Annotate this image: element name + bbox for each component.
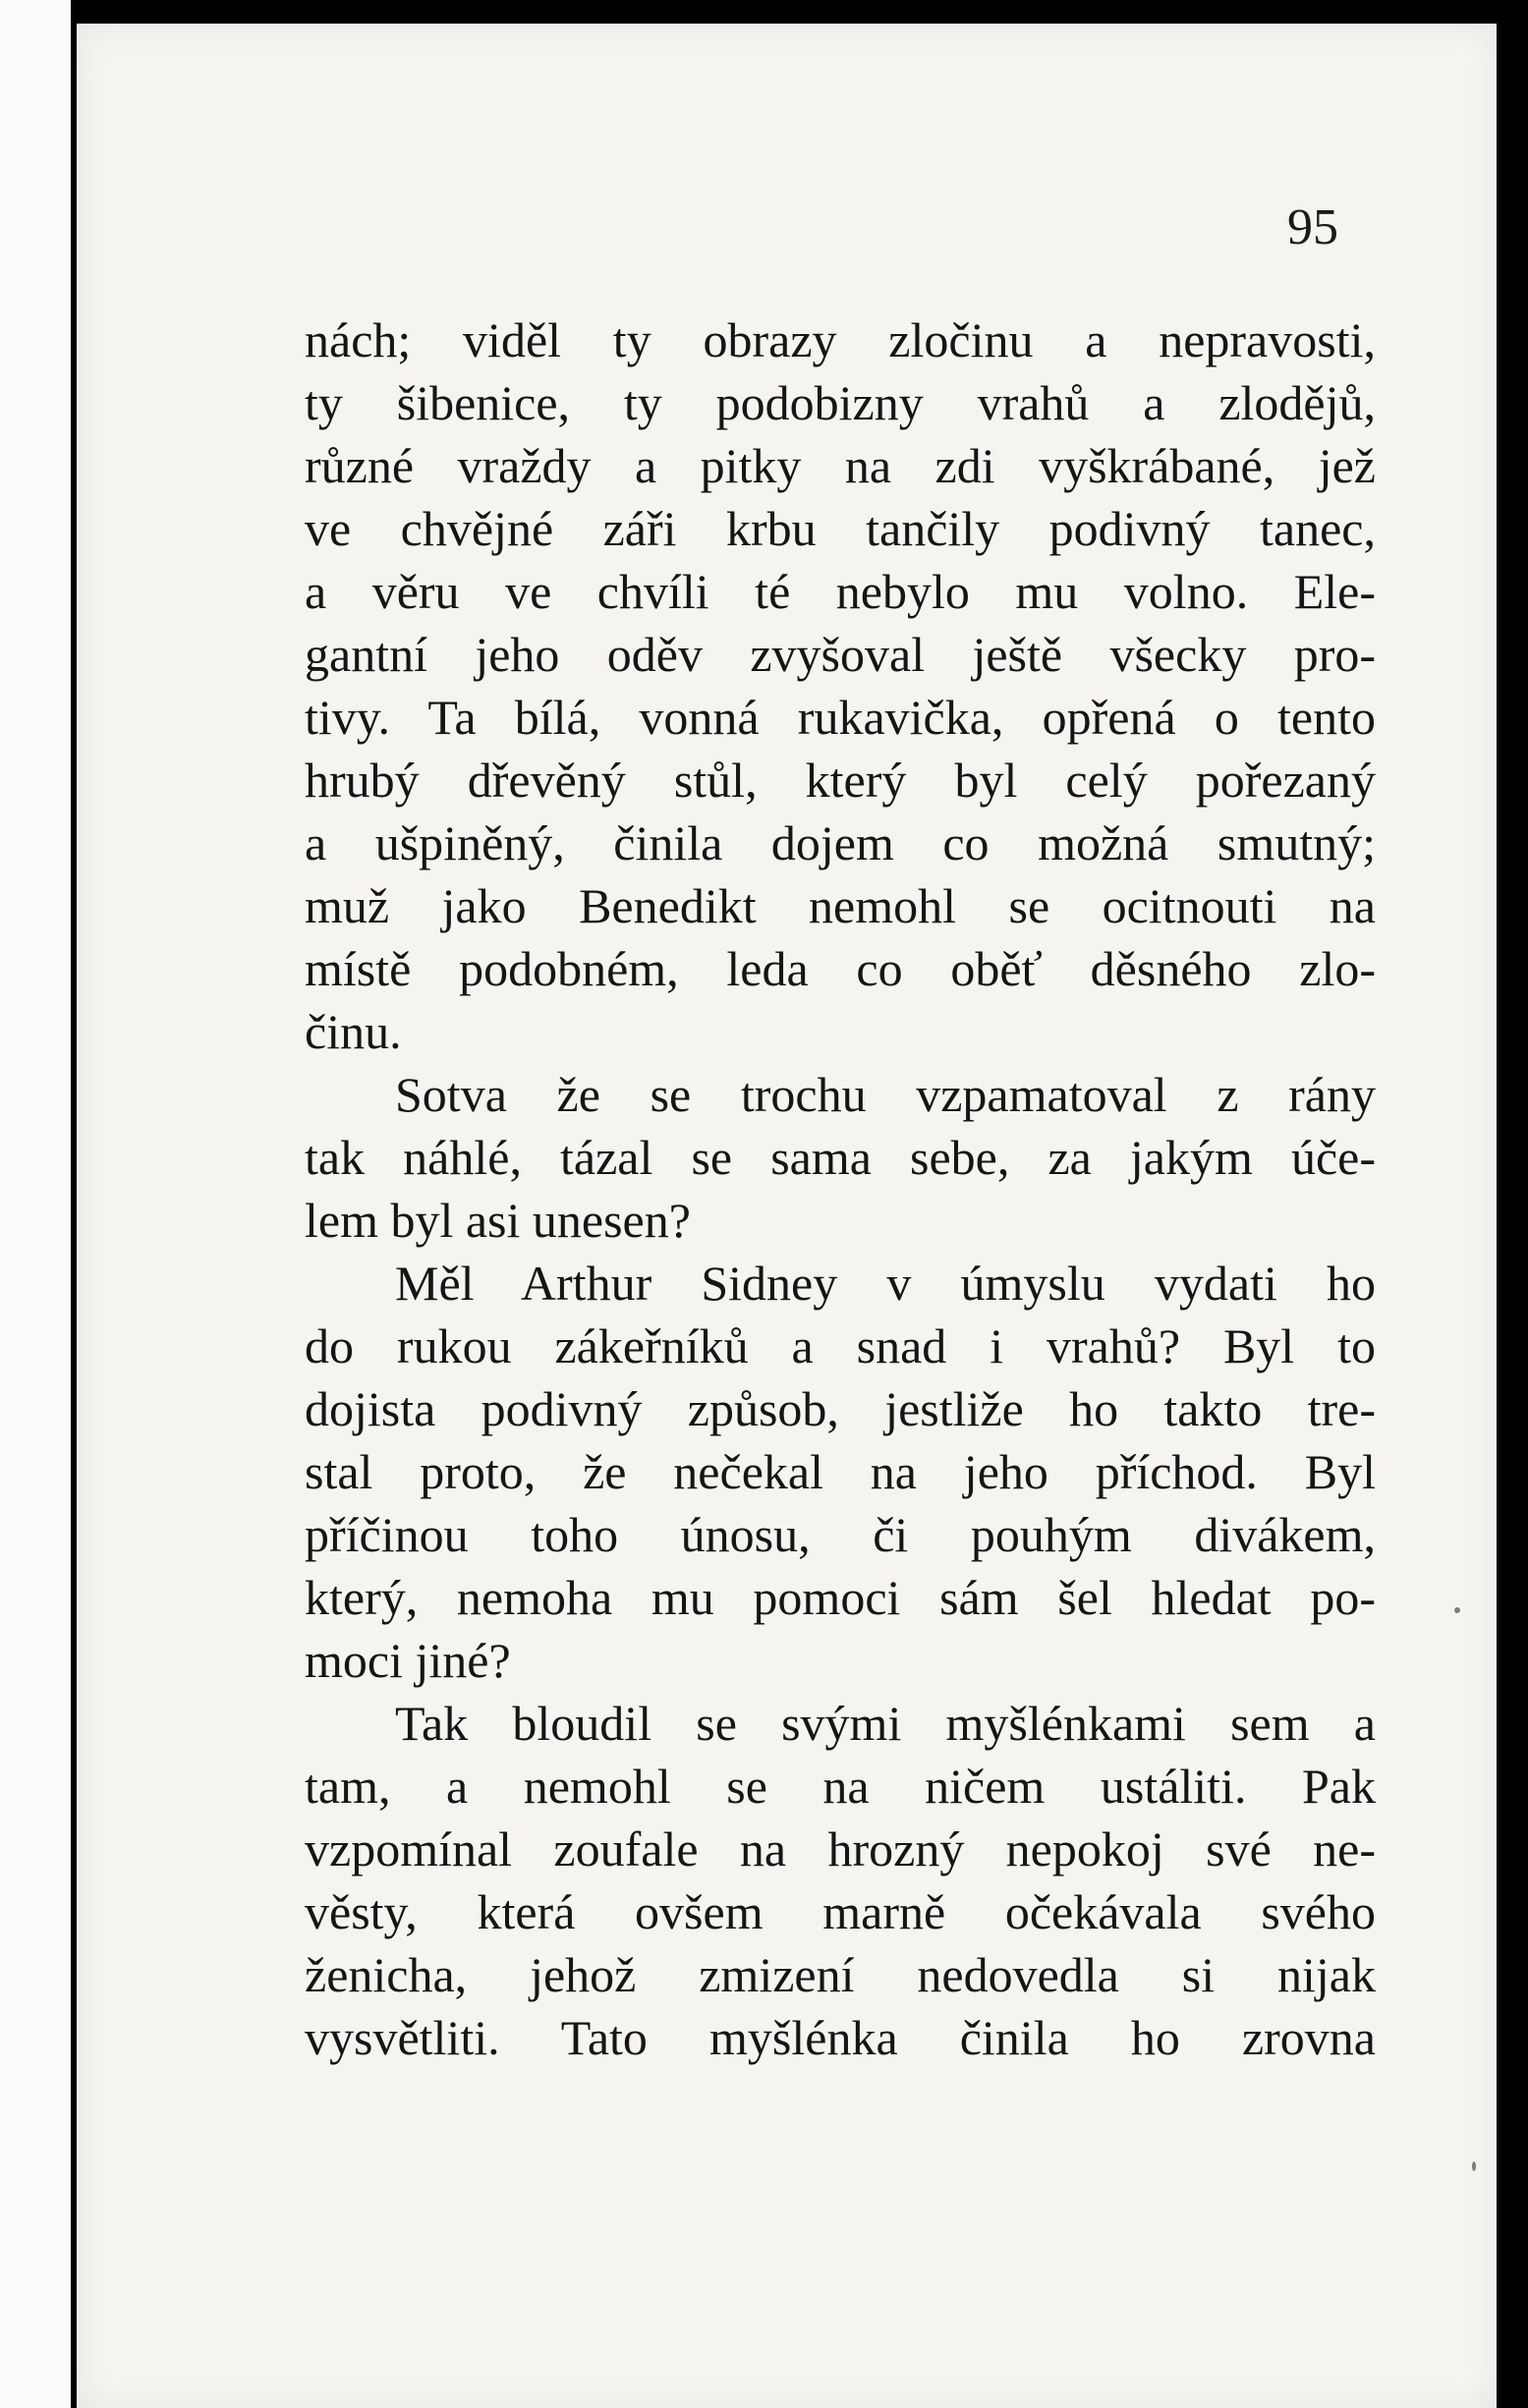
text-line: který, nemoha mu pomoci sám šel hledat po- bbox=[305, 1570, 1376, 1625]
text-line: dojista podivný způsob, jestliže ho takto tre- bbox=[305, 1381, 1376, 1436]
paper-speck bbox=[1472, 2161, 1476, 2171]
text-line: příčinou toho únosu, či pouhým divákem, bbox=[305, 1507, 1376, 1562]
body-text bbox=[305, 308, 1376, 2069]
paper-speck bbox=[1454, 1607, 1460, 1613]
text-line: Tak bloudil se svými myšlénkami sem a bbox=[395, 1696, 1376, 1751]
text-line: lem byl asi unesen? bbox=[305, 1193, 691, 1248]
text-line: a věru ve chvíli té nebylo mu volno. Ele- bbox=[305, 564, 1376, 619]
text-line: různé vraždy a pitky na zdi vyškrábané, jež bbox=[305, 438, 1376, 493]
text-line: ve chvějné záři krbu tančily podivný tanec, bbox=[305, 501, 1376, 556]
text-line: ty šibenice, ty podobizny vrahů a zlodějů, bbox=[305, 375, 1376, 430]
text-line: vysvětliti. Tato myšlénka činila ho zrovna bbox=[305, 2010, 1376, 2065]
text-line: Měl Arthur Sidney v úmyslu vydati ho bbox=[395, 1256, 1376, 1311]
text-line: místě podobném, leda co oběť děsného zlo- bbox=[305, 941, 1376, 996]
text-line: tivy. Ta bílá, vonná rukavička, opřená o tento bbox=[305, 690, 1376, 745]
text-line: do rukou zákeřníků a snad i vrahů? Byl to bbox=[305, 1318, 1376, 1373]
text-line: moci jiné? bbox=[305, 1633, 511, 1688]
text-line: nách; viděl ty obrazy zločinu a nepravosti, bbox=[305, 312, 1376, 367]
text-line: Sotva že se trochu vzpamatoval z rány bbox=[395, 1067, 1376, 1122]
page-number: 95 bbox=[1287, 199, 1338, 255]
text-line: tak náhlé, tázal se sama sebe, za jakým úče- bbox=[305, 1130, 1376, 1185]
text-line: hrubý dřevěný stůl, který byl celý pořezaný bbox=[305, 753, 1376, 808]
facing-page-margin bbox=[0, 0, 71, 2408]
text-line: činu. bbox=[305, 1004, 402, 1059]
text-line: věsty, která ovšem marně očekávala svého bbox=[305, 1884, 1376, 1939]
text-line: ženicha, jehož zmizení nedovedla si nijak bbox=[305, 1947, 1376, 2002]
text-line: tam, a nemohl se na ničem ustáliti. Pak bbox=[305, 1759, 1376, 1814]
text-line: muž jako Benedikt nemohl se ocitnouti na bbox=[305, 878, 1376, 933]
text-line: stal proto, že nečekal na jeho příchod. Byl bbox=[305, 1444, 1376, 1499]
text-line: vzpomínal zoufale na hrozný nepokoj své ne- bbox=[305, 1821, 1376, 1876]
book-page bbox=[77, 24, 1497, 2408]
text-line: gantní jeho oděv zvyšoval ještě všecky pro- bbox=[305, 627, 1376, 682]
text-line: a ušpiněný, činila dojem co možná smutný; bbox=[305, 815, 1376, 870]
